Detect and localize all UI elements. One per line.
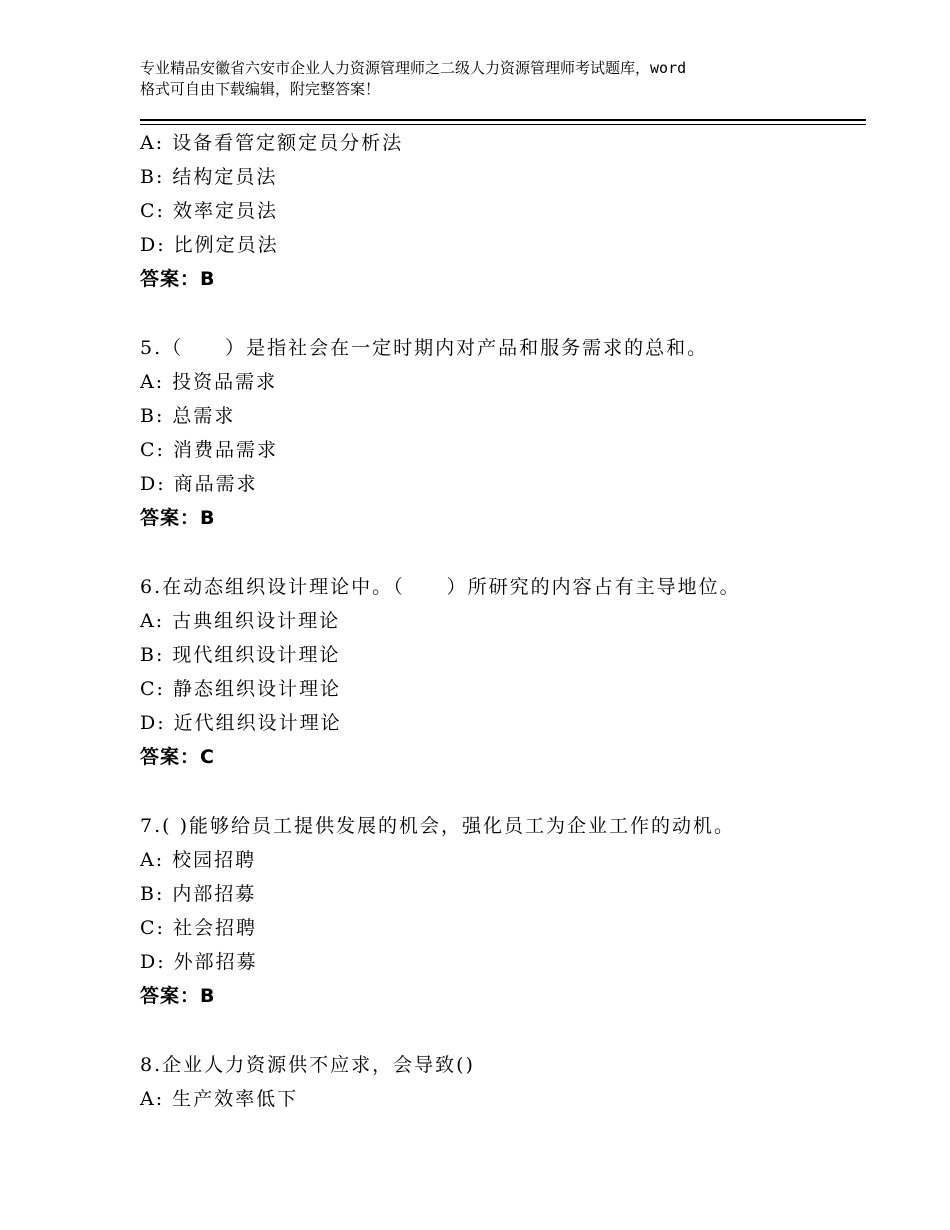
q6-option-d: D: 近代组织设计理论 <box>140 712 342 734</box>
q4-option-d: D: 比例定员法 <box>140 234 279 256</box>
q8-option-a: A: 生产效率低下 <box>140 1088 299 1110</box>
header-rule-thick <box>140 119 866 121</box>
q7-option-d: D: 外部招募 <box>140 951 258 973</box>
q7-answer: 答案：B <box>140 985 216 1007</box>
q4-option-a: A: 设备看管定额定员分析法 <box>140 132 404 154</box>
q7-option-a: A: 校园招聘 <box>140 849 257 871</box>
q6-answer: 答案：C <box>140 746 215 768</box>
q6-option-b: B: 现代组织设计理论 <box>140 644 341 666</box>
q7-option-b: B: 内部招募 <box>140 883 257 905</box>
q6-option-c: C: 静态组织设计理论 <box>140 678 341 700</box>
q5-answer: 答案：B <box>140 507 216 529</box>
q4-option-b: B: 结构定员法 <box>140 166 278 188</box>
q4-option-c: C: 效率定员法 <box>140 200 278 222</box>
header-rule-thin <box>140 124 866 125</box>
q7-option-c: C: 社会招聘 <box>140 917 257 939</box>
header-title-line-1: 专业精品安徽省六安市企业人力资源管理师之二级人力资源管理师考试题库，word <box>140 59 687 77</box>
q5-option-d: D: 商品需求 <box>140 473 258 495</box>
q7-stem: 7.( )能够给员工提供发展的机会，强化员工为企业工作的动机。 <box>140 815 735 837</box>
q5-option-a: A: 投资品需求 <box>140 371 278 393</box>
header-title-line-2: 格式可自由下载编辑，附完整答案！ <box>140 80 381 98</box>
q5-option-c: C: 消费品需求 <box>140 439 278 461</box>
q5-option-b: B: 总需求 <box>140 405 236 427</box>
q5-stem: 5.（ ）是指社会在一定时期内对产品和服务需求的总和。 <box>140 337 709 359</box>
document-header <box>140 58 840 100</box>
q8-stem: 8.企业人力资源供不应求，会导致() <box>140 1054 475 1076</box>
q4-answer: 答案：B <box>140 268 216 290</box>
q6-stem: 6.在动态组织设计理论中。（ ）所研究的内容占有主导地位。 <box>140 576 741 598</box>
q6-option-a: A: 古典组织设计理论 <box>140 610 341 632</box>
